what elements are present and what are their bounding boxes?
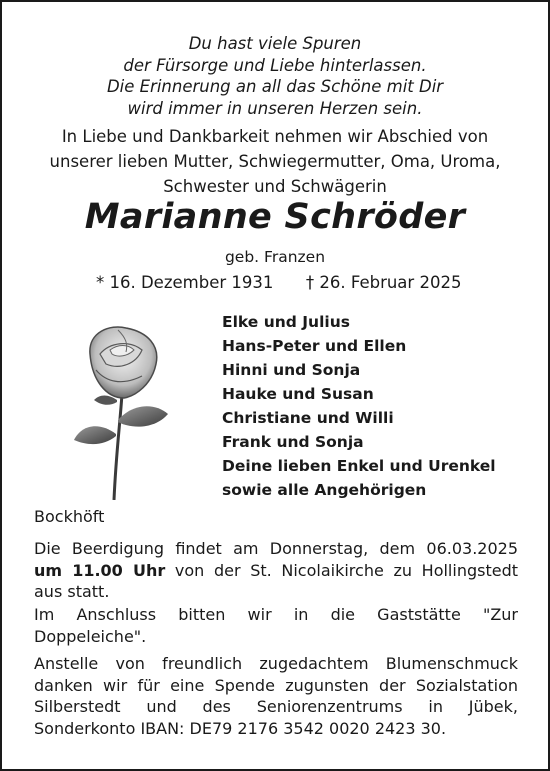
intro-line: unserer lieben Mutter, Schwiegermutter, Oma, Uroma, (49, 152, 501, 171)
place-name: Bockhöft (34, 507, 105, 526)
poem-line: Du hast viele Spuren (188, 34, 362, 53)
funeral-line: Die Beerdigung findet am Donnerstag, dem 06.03.2025 (34, 539, 518, 558)
funeral-line (34, 560, 518, 582)
family-member: Hauke und Susan (222, 385, 374, 403)
family-member: Christiane und Willi (222, 409, 394, 427)
family-member: Elke und Julius (222, 313, 350, 331)
poem-line: der Fürsorge und Liebe hinterlassen. (123, 55, 427, 75)
reception-info (34, 604, 518, 647)
intro-line: In Liebe und Dankbarkeit nehmen wir Abschied von (61, 127, 489, 146)
life-dates (96, 273, 496, 292)
funeral-time: um 11.00 Uhr (34, 560, 166, 580)
poem (0, 33, 550, 119)
birth-date: * 16. Dezember 1931 (96, 273, 274, 292)
donation-line: danken wir für eine Spende zugunsten der Sozialstation (34, 675, 518, 695)
reception-line: Im Anschluss bitten wir in die Gaststätte "Zur (34, 605, 518, 624)
intro-text (0, 124, 550, 199)
donation-line: Sonderkonto IBAN: DE79 2176 3542 0020 2423 30. (34, 718, 447, 738)
donation-line: Silberstedt und des Seniorenzentrums in Jübek, (34, 697, 518, 716)
birth-name: geb. Franzen (224, 248, 326, 266)
funeral-line: aus statt. (34, 582, 110, 601)
rose-icon (70, 324, 180, 500)
family-member: Frank und Sonja (222, 433, 364, 451)
funeral-info (34, 538, 518, 603)
donation-line: Anstelle von freundlich zugedachtem Blumenschmuck (34, 654, 518, 673)
poem-line: wird immer in unseren Herzen sein. (127, 98, 423, 118)
family-member: Hinni und Sonja (222, 361, 361, 379)
family-member: sowie alle Angehörigen (222, 481, 427, 499)
family-member: Hans-Peter und Ellen (222, 337, 407, 355)
donation-info (34, 653, 518, 739)
reception-line: Doppeleiche". (34, 626, 147, 646)
family-member: Deine lieben Enkel und Urenkel (222, 457, 496, 475)
deceased-name: Marianne Schröder (84, 197, 466, 237)
family-list (222, 310, 496, 502)
death-date: † 26. Februar 2025 (305, 273, 462, 292)
funeral-location: von der St. Nicolaikirche zu Hollingstedt (165, 560, 519, 580)
poem-line: Die Erinnerung an all das Schöne mit Dir (106, 77, 444, 96)
intro-line: Schwester und Schwägerin (163, 177, 387, 196)
